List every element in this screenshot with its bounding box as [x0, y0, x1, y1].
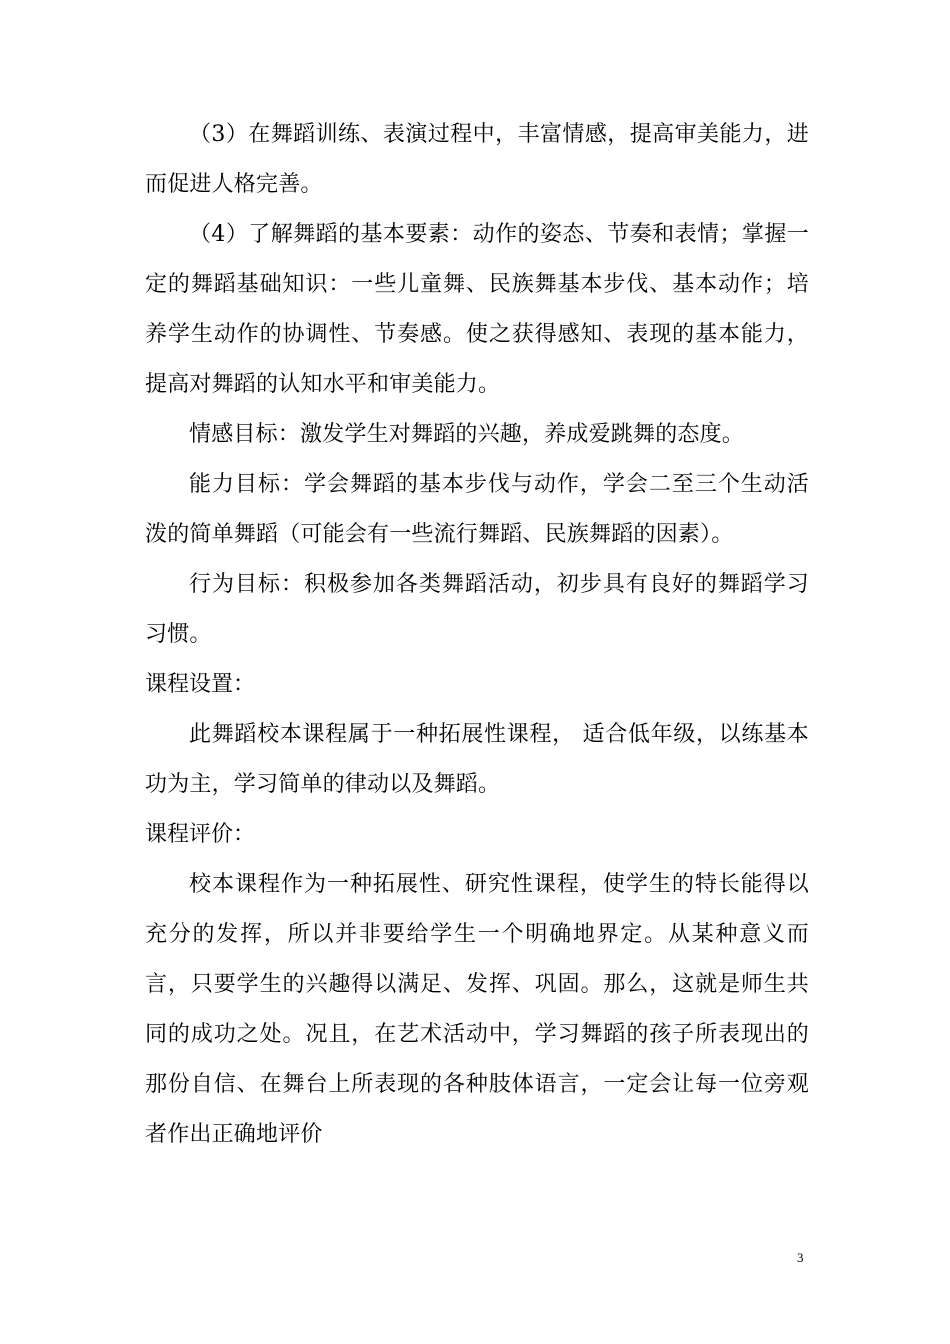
- paragraph-goal-3: （3）在舞蹈训练、表演过程中，丰富情感，提高审美能力，进而促进人格完善。: [145, 122, 809, 197]
- paragraph-emotion-goal: 情感目标：激发学生对舞蹈的兴趣，养成爱跳舞的态度。: [189, 422, 745, 447]
- heading-course-evaluation: 课程评价：: [145, 822, 256, 847]
- heading-course-setup: 课程设置：: [145, 672, 256, 697]
- paragraph-course-setup: 此舞蹈校本课程属于一种拓展性课程， 适合低年级，以练基本功为主，学习简单的律动以及舞蹈。: [145, 722, 809, 797]
- page-number: 3: [797, 1250, 804, 1265]
- paragraph-behavior-goal: 行为目标：积极参加各类舞蹈活动，初步具有良好的舞蹈学习习惯。: [145, 572, 809, 647]
- paragraph-goal-4: （4）了解舞蹈的基本要素：动作的姿态、节奏和表情；掌握一定的舞蹈基础知识：一些儿童舞、民族舞基本步伐、基本动作；培养学生动作的协调性、节奏感。使之获得感知、表现的基本能力，提高对舞蹈的认知水平和审美能力。: [145, 222, 809, 397]
- paragraph-ability-goal: 能力目标：学会舞蹈的基本步伐与动作，学会二至三个生动活泼的简单舞蹈（可能会有一些流行舞蹈、民族舞蹈的因素）。: [145, 472, 809, 547]
- paragraph-course-evaluation: 校本课程作为一种拓展性、研究性课程，使学生的特长能得以充分的发挥，所以并非要给学生一个明确地界定。从某种意义而言，只要学生的兴趣得以满足、发挥、巩固。那么，这就是师生共同的成功之处。况且，在艺术活动中，学习舞蹈的孩子所表现出的那份自信、在舞台上所表现的各种肢体语言，一定会让每一位旁观者作出正确地评价: [145, 872, 809, 1147]
- document-page: [145, 110, 809, 1160]
